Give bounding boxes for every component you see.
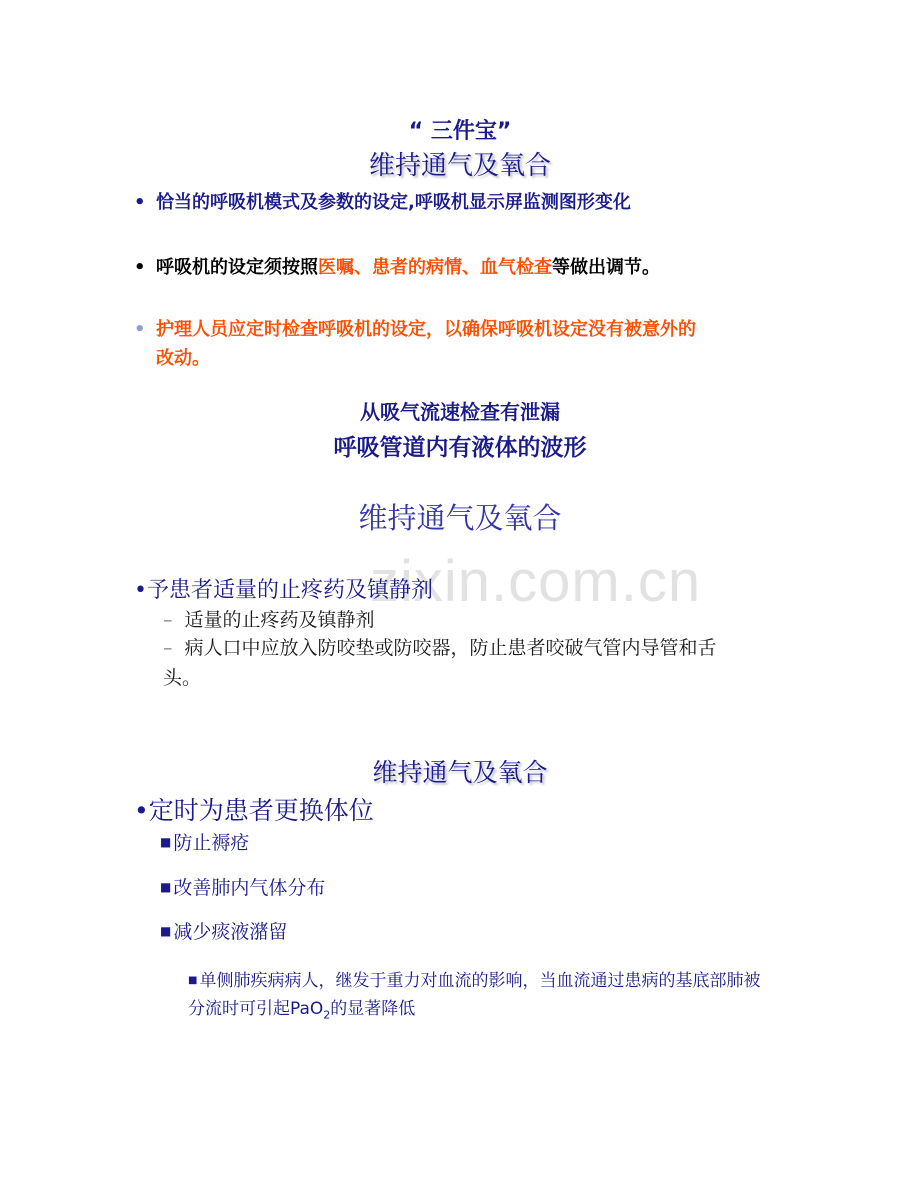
page1-bullet2 xyxy=(134,253,660,279)
page1-subtitle1: 从吸气流速检查有泄漏 xyxy=(360,400,560,424)
page3-item-3-text: 减少痰液潴留 xyxy=(173,921,288,943)
page3-point: •定时为患者更换体位 xyxy=(134,796,374,825)
page1-bullet1-text: 恰当的呼吸机模式及参数的设定,呼吸机显示屏监测图形变化 xyxy=(156,192,631,213)
bullet-dot: • xyxy=(134,319,146,340)
dash: – xyxy=(163,637,173,659)
page1-bullet3-line1: 护理人员应定时检查呼吸机的设定，以确保呼吸机设定没有被意外的 xyxy=(156,319,696,340)
page3-note-line2-prefix: 分流时可引起PaO xyxy=(188,999,324,1019)
page3-note-subscript: 2 xyxy=(323,1008,331,1022)
page3-item-3 xyxy=(160,917,287,944)
square-bullet-icon: ■ xyxy=(160,880,172,894)
page1-title-quote: “ 三件宝” xyxy=(408,119,512,144)
page3-item-2-text: 改善肺内气体分布 xyxy=(173,877,326,899)
page3-note xyxy=(188,967,798,1029)
page3-item-1 xyxy=(160,828,249,855)
bullet-dot: • xyxy=(134,192,146,213)
page3-note-line1: 单侧肺疾病病人，继发于重力对血流的影响，当血流通过患病的基底部肺被 xyxy=(199,971,761,991)
page2-title: 维持通气及氧合 xyxy=(358,501,562,535)
page3-item-1-text: 防止褥疮 xyxy=(173,832,250,854)
page1-bullet2-prefix: 呼吸机的设定须按照 xyxy=(156,257,318,278)
page3-title: 维持通气及氧合 xyxy=(372,758,548,787)
square-bullet-icon: ■ xyxy=(160,835,172,849)
page1-bullet3-line2: 改动。 xyxy=(156,348,210,369)
page1-bullet3 xyxy=(134,315,696,373)
dash: – xyxy=(163,609,173,631)
page1-subtitle2: 呼吸管道内有液体的波形 xyxy=(333,435,587,461)
page2-sub2 xyxy=(163,633,717,693)
page1-bullet2-highlight: 医嘱、患者的病情、血气检查 xyxy=(318,257,552,278)
page1-bullet2-suffix: 等做出调节。 xyxy=(552,257,660,278)
page1-bullet1 xyxy=(134,188,631,214)
page2-point: •予患者适量的止疼药及镇静剂 xyxy=(134,578,433,603)
watermark: zixin.com.cn xyxy=(370,549,702,614)
page2-sub2-line1: 病人口中应放入防咬垫或防咬器，防止患者咬破气管内导管和舌 xyxy=(184,637,717,659)
page2-sub2-line2: 头。 xyxy=(163,667,202,689)
square-bullet-icon: ■ xyxy=(160,924,172,938)
page1-title: 维持通气及氧合 xyxy=(368,151,551,181)
square-bullet-icon: ■ xyxy=(188,975,198,986)
page3-item-2 xyxy=(160,873,325,900)
page2-sub1-text: 适量的止疼药及镇静剂 xyxy=(184,609,375,631)
page3-note-line2-suffix: 的显著降低 xyxy=(330,999,416,1019)
page2-sub1 xyxy=(163,605,375,632)
bullet-dot: • xyxy=(134,257,146,278)
